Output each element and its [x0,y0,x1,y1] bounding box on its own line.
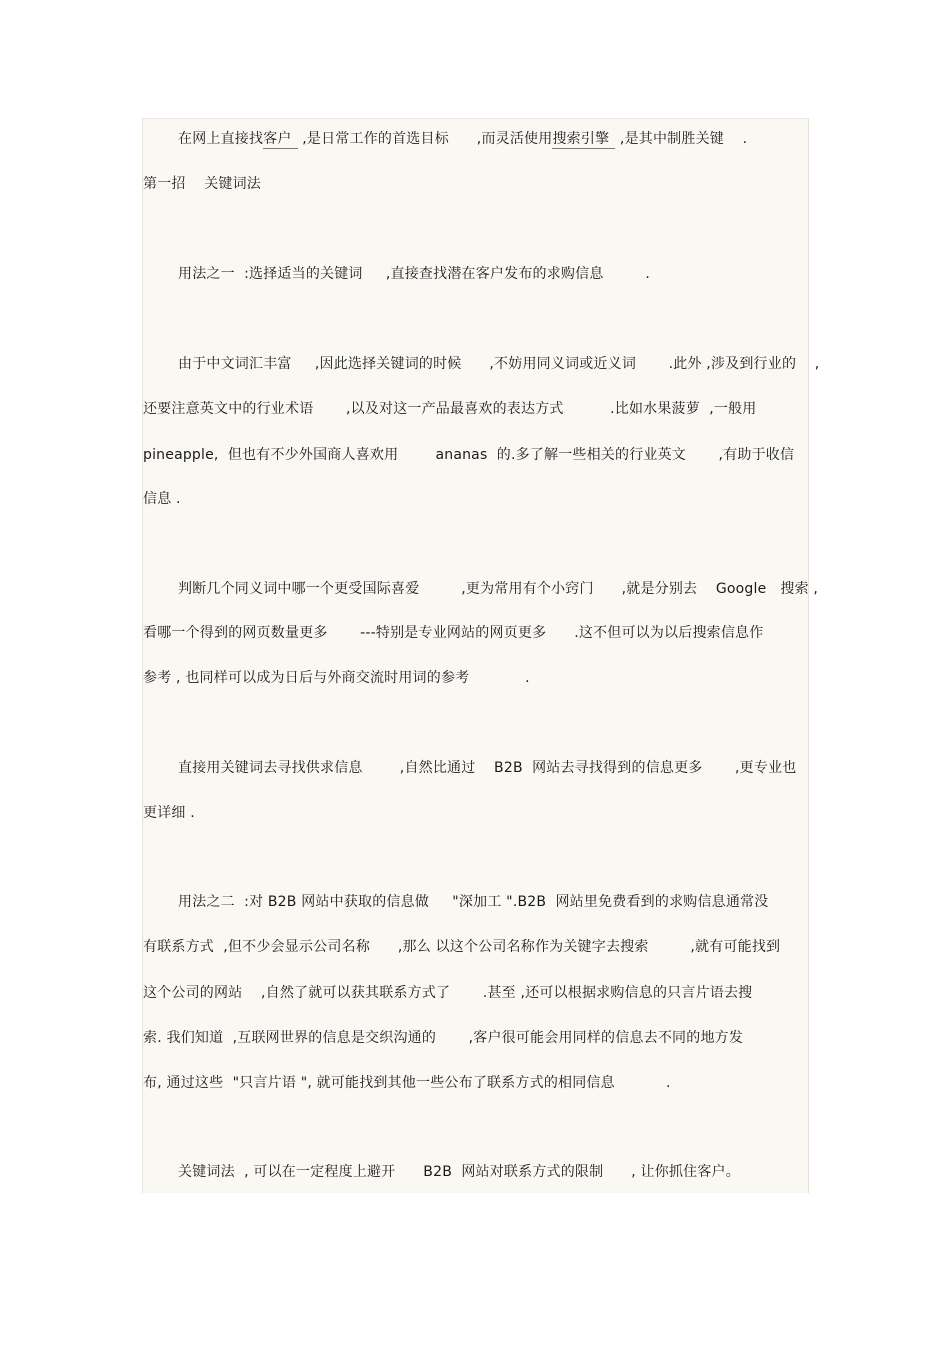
usage-two-heading: 用法之二 :对 B2B 网站中获取的信息做 "深加工 ".B2B 网站里免费看到的求购信息通常没 [178,894,769,910]
paragraph-line: 布, 通过这些 "只言片语 ", 就可能找到其他一些公布了联系方式的相同信息 . [143,1075,671,1091]
paragraph-line: 看哪一个得到的网页数量更多 ---特别是专业网站的网页更多 .这不但可以为以后搜索信息作 [143,625,764,641]
paragraph-line: 索. 我们知道 ,互联网世界的信息是交织沟通的 ,客户很可能会用同样的信息去不同的地方发 [143,1030,744,1046]
paragraph-conclusion: 关键词法 , 可以在一定程度上避开 B2B 网站对联系方式的限制 , 让你抓住客户。 [178,1164,740,1180]
paragraph-line: 还要注意英文中的行业术语 ,以及对这一产品最喜欢的表达方式 .比如水果菠萝 ,一般用 [143,401,757,417]
link-search-engine[interactable]: 搜索引擎 [552,130,615,149]
article-body [142,118,820,1193]
paragraph-line: 更详细 . [143,805,195,821]
paragraph-line: 由于中文词汇丰富 ,因此选择关键词的时候 ,不妨用同义词或近义词 .此外 ,涉及到行业的 , [178,356,820,372]
paragraph-line: 直接用关键词去寻找供求信息 ,自然比通过 B2B 网站去寻找得到的信息更多 ,更专业也 [178,760,797,776]
paragraph-line: 参考 , 也同样可以成为日后与外商交流时用词的参考 . [143,670,530,686]
usage-one-heading: 用法之一 :选择适当的关键词 ,直接查找潜在客户发布的求购信息 . [178,266,651,282]
link-customer[interactable]: 客户 [263,130,297,149]
paragraph-intro: 在网上直接找客户 ,是日常工作的首选目标 ,而灵活使用搜索引擎 ,是其中制胜关键 . [178,131,748,147]
paragraph-line: 判断几个同义词中哪一个更受国际喜爱 ,更为常用有个小窍门 ,就是分别去 Google 搜索 , [178,581,819,597]
section-heading: 第一招 关键词法 [143,176,262,192]
paragraph-line: pineapple, 但也有不少外国商人喜欢用 ananas 的.多了解一些相关的行业英文 ,有助于收信 [143,447,795,463]
paragraph-line: 有联系方式 ,但不少会显示公司名称 ,那么 以这个公司名称作为关键字去搜索 ,就有可能找到 [143,939,781,955]
paragraph-line: 信息 . [143,491,181,507]
paragraph-line: 这个公司的网站 ,自然了就可以获其联系方式了 .甚至 ,还可以根据求购信息的只言片语去搜 [143,985,753,1001]
